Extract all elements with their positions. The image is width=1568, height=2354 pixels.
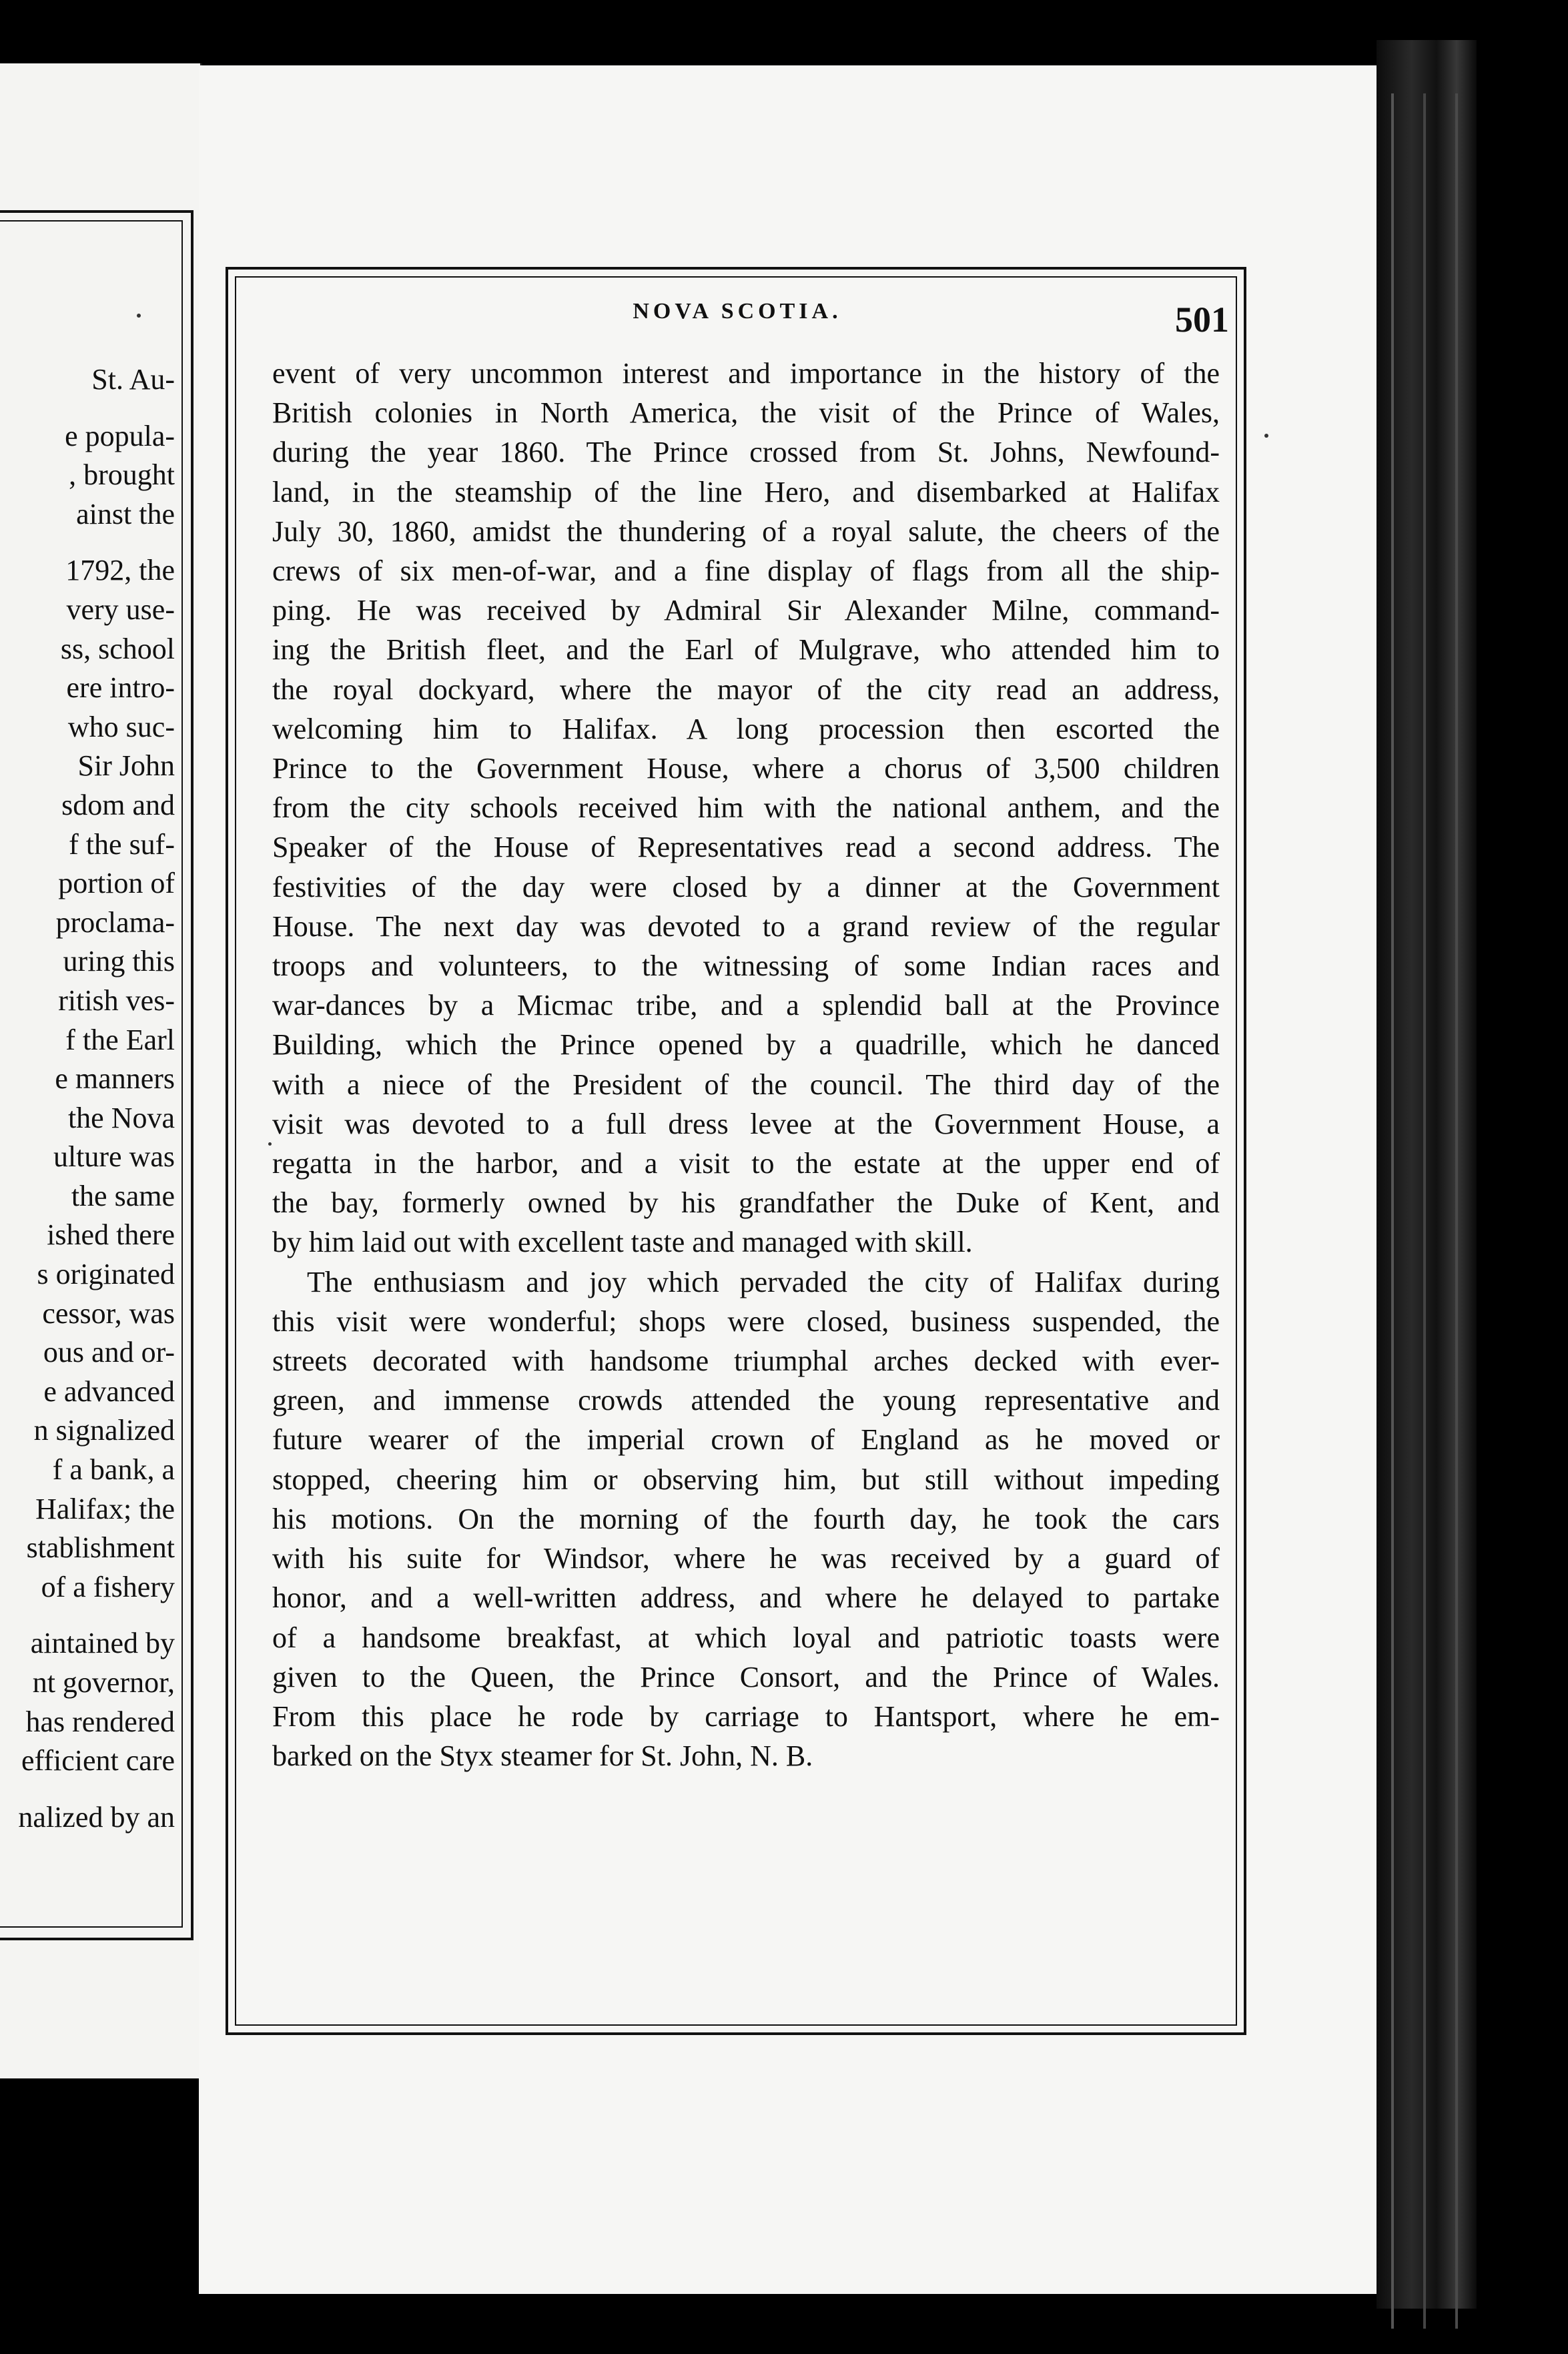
left-page-line: stablishment <box>26 1531 175 1565</box>
body-line: July 30, 1860, amidst the thundering of a royal salute, the cheers of the <box>272 514 1220 548</box>
left-page-line: the Nova <box>67 1101 175 1134</box>
body-line: of a handsome breakfast, at which loyal and patriotic toasts were <box>272 1621 1220 1654</box>
body-line: this visit were wonderful; shops were closed, business suspended, the <box>272 1304 1220 1338</box>
left-page-line: e manners <box>55 1062 175 1096</box>
print-speck <box>268 1142 272 1146</box>
line-gap <box>0 534 175 551</box>
spine-edge-line <box>1391 93 1394 2329</box>
body-line: from the city schools received him with the national anthem, and the <box>272 791 1220 825</box>
left-page-line: Halifax; the <box>35 1492 175 1525</box>
body-line: by him laid out with excellent taste and managed with skill. <box>272 1226 973 1259</box>
left-page-line: has rendered <box>25 1705 175 1738</box>
spine-edge-line <box>1423 93 1426 2329</box>
body-line: ping. He was received by Admiral Sir Alexander Milne, command- <box>272 594 1220 627</box>
left-page-line: efficient care <box>21 1744 175 1778</box>
body-line: with his suite for Windsor, where he was received by a guard of <box>272 1542 1220 1575</box>
body-line: House. The next day was devoted to a grand review of the regular <box>272 909 1220 943</box>
running-head: NOVA SCOTIA. <box>633 299 842 324</box>
body-line: given to the Queen, the Prince Consort, and the Prince of Wales. <box>272 1660 1220 1693</box>
left-page-line: who suc- <box>67 710 175 743</box>
left-page-line: proclama- <box>55 905 175 939</box>
left-page-line: ished there <box>47 1218 175 1252</box>
body-line: Speaker of the House of Representatives read a second address. The <box>272 831 1220 864</box>
body-line: his motions. On the morning of the fourth day, he took the cars <box>272 1502 1220 1535</box>
line-gap <box>0 400 175 417</box>
left-page-line: e advanced <box>43 1375 175 1408</box>
body-line: regatta in the harbor, and a visit to the estate at the upper end of <box>272 1147 1220 1180</box>
left-page-line: nalized by an <box>18 1800 175 1834</box>
body-line: green, and immense crowds attended the young representative and <box>272 1384 1220 1417</box>
left-page-line: ainst the <box>76 497 175 530</box>
body-line: British colonies in North America, the visit of the Prince of Wales, <box>272 396 1220 430</box>
left-page-line: Sir John <box>77 749 175 783</box>
body-line: crews of six men-of-war, and a fine display of flags from all the ship- <box>272 554 1220 588</box>
left-page-line: f the suf- <box>69 827 175 861</box>
print-speck <box>1264 434 1268 438</box>
body-text <box>272 354 1220 1776</box>
left-page-line: ere intro- <box>66 671 175 705</box>
left-page-line: e popula- <box>65 419 175 452</box>
body-line: the royal dockyard, where the mayor of the city read an address, <box>272 673 1220 706</box>
page-number: 501 <box>1175 300 1229 340</box>
print-speck <box>137 314 141 318</box>
left-page-text <box>0 360 175 1837</box>
body-line: streets decorated with handsome triumphal arches decked with ever- <box>272 1344 1220 1378</box>
book-spine <box>1377 40 1477 2309</box>
left-page-line: St. Au- <box>91 363 175 396</box>
body-line: future wearer of the imperial crown of England as he moved or <box>272 1423 1220 1457</box>
left-page-line: n signalized <box>33 1414 175 1447</box>
spine-edge-line <box>1455 93 1458 2329</box>
left-page-line: ulture was <box>53 1140 175 1174</box>
left-page-line: the same <box>71 1179 175 1212</box>
left-page-line: cessor, was <box>42 1296 175 1330</box>
body-line: war-dances by a Micmac tribe, and a splendid ball at the Province <box>272 989 1220 1022</box>
left-page-line: of a fishery <box>41 1570 175 1603</box>
left-page-line: f a bank, a <box>52 1453 175 1487</box>
body-line: The enthusiasm and joy which pervaded the city of Halifax during <box>307 1265 1220 1298</box>
body-line: during the year 1860. The Prince crossed from St. Johns, Newfound- <box>272 436 1220 469</box>
body-line: From this place he rode by carriage to Hantsport, where he em- <box>272 1699 1220 1733</box>
left-page-line: ss, school <box>60 632 175 665</box>
body-line: ing the British fleet, and the Earl of Mulgrave, who attended him to <box>272 633 1220 667</box>
left-page-line: uring this <box>63 945 175 978</box>
left-page-line: ous and or- <box>43 1336 175 1369</box>
left-page-line: nt governor, <box>32 1666 175 1699</box>
body-line: welcoming him to Halifax. A long procession then escorted the <box>272 712 1220 745</box>
body-line: stopped, cheering him or observing him, but still without impeding <box>272 1463 1220 1496</box>
line-gap <box>0 1607 175 1624</box>
left-page-line: sdom and <box>61 788 175 821</box>
body-line: Building, which the Prince opened by a quadrille, which he danced <box>272 1028 1220 1062</box>
left-page-line: s originated <box>37 1258 175 1291</box>
left-page-line: 1792, the <box>65 554 175 587</box>
body-line: event of very uncommon interest and importance in the history of the <box>272 357 1220 390</box>
body-line: troops and volunteers, to the witnessing of some Indian races and <box>272 949 1220 983</box>
body-line: festivities of the day were closed by a dinner at the Government <box>272 870 1220 903</box>
body-line: visit was devoted to a full dress levee at the Government House, a <box>272 1107 1220 1140</box>
body-line: honor, and a well-written address, and where he delayed to partake <box>272 1581 1220 1615</box>
line-gap <box>0 1781 175 1798</box>
body-line: barked on the Styx steamer for St. John, N. B. <box>272 1739 813 1773</box>
body-line: the bay, formerly owned by his grandfather the Duke of Kent, and <box>272 1186 1220 1220</box>
left-page-line: ritish ves- <box>58 984 175 1017</box>
left-page-line: very use- <box>66 593 175 626</box>
left-page-line: f the Earl <box>65 1023 175 1056</box>
body-line: land, in the steamship of the line Hero, and disembarked at Halifax <box>272 475 1220 508</box>
left-page-line: aintained by <box>30 1627 175 1660</box>
left-page-line: portion of <box>58 867 175 900</box>
body-line: with a niece of the President of the council. The third day of the <box>272 1068 1220 1101</box>
body-line: Prince to the Government House, where a chorus of 3,500 children <box>272 752 1220 785</box>
left-page-line: , brought <box>69 458 175 492</box>
